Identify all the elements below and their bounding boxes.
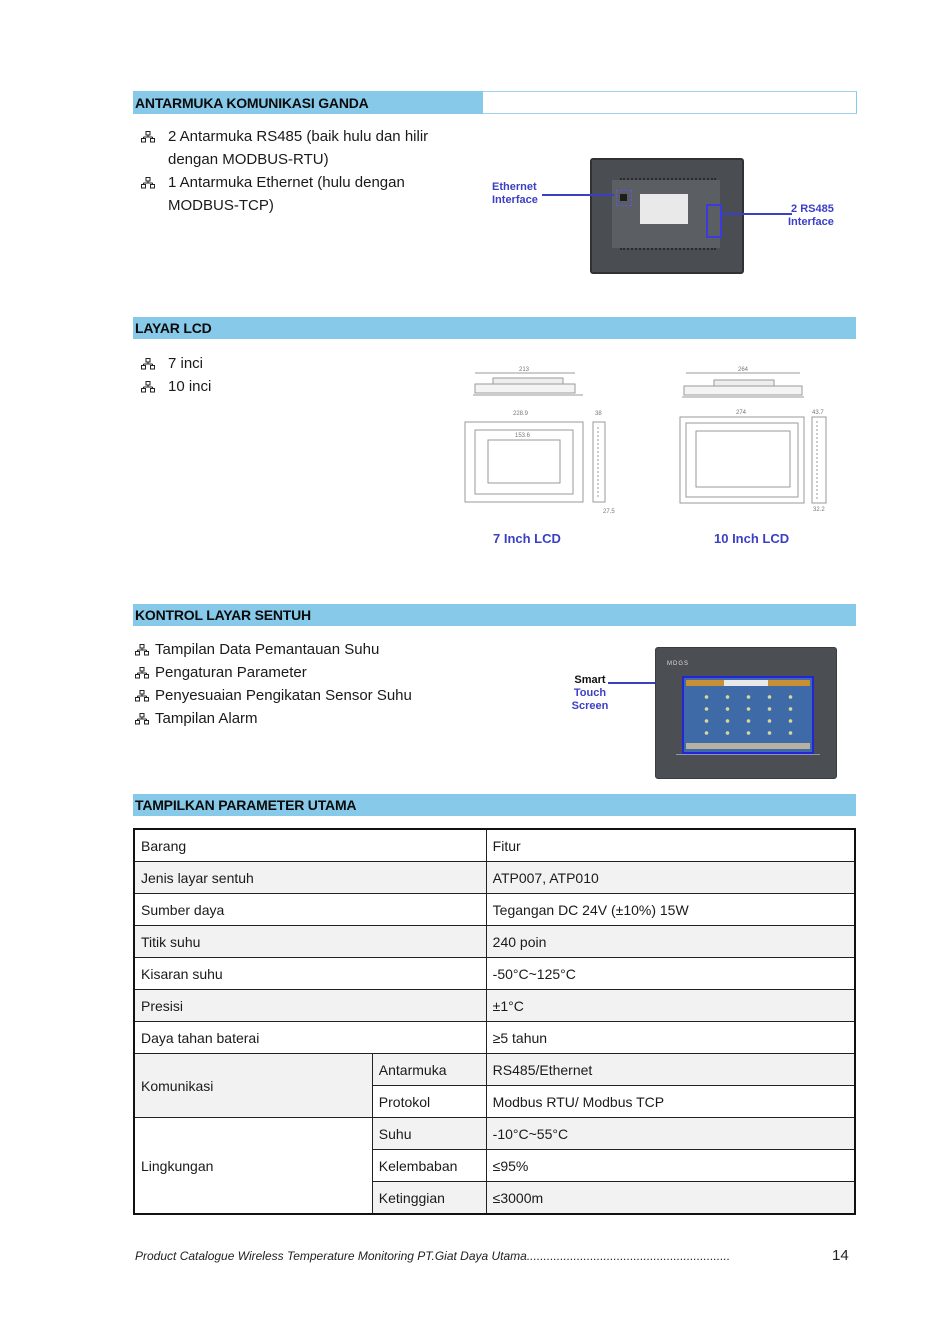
lcd-bullet-list [133, 352, 333, 398]
section-title: TAMPILKAN PARAMETER UTAMA [135, 797, 357, 813]
screen-title-box [724, 680, 768, 686]
section-title: KONTROL LAYAR SENTUH [135, 607, 311, 623]
table-header-row [134, 829, 855, 862]
dim-label: 264 [738, 367, 749, 373]
network-icon [141, 177, 155, 189]
rs485-port-highlight [706, 204, 722, 238]
header-feature: Fitur [486, 829, 855, 862]
lcd-10inch-technical-drawing [672, 365, 842, 515]
parameters-table [133, 828, 856, 1215]
lcd-7inch-caption: 7 Inch LCD [493, 531, 561, 546]
ethernet-pointer-line [542, 194, 614, 196]
dim-label: 213 [519, 367, 530, 373]
vent-bottom [620, 248, 716, 253]
touch-screen-figure [545, 645, 845, 780]
lcd-10inch-caption: 10 Inch LCD [714, 531, 790, 546]
list-item: Tampilan Alarm [133, 707, 463, 730]
device-label [640, 194, 688, 224]
vent-top [620, 178, 716, 183]
section-title: LAYAR LCD [135, 320, 212, 336]
network-icon [141, 131, 155, 143]
list-item: 7 inci [133, 352, 333, 375]
network-icon [135, 713, 149, 725]
device-back-panel-figure [490, 155, 850, 273]
network-icon [135, 690, 149, 702]
group-label-environment: Lingkungan [134, 1118, 372, 1215]
section-header-parameters [133, 794, 856, 816]
touch-bullet-list [133, 638, 463, 730]
list-item: Penyesuaian Pengikatan Sensor Suhu [133, 684, 463, 707]
footer-text: Product Catalogue Wireless Temperature Monitoring PT.Giat Daya Utama............................................................. [135, 1249, 731, 1263]
table-row: Lingkungan Suhu -10°C~55°C [134, 1118, 855, 1150]
communication-bullet-list [133, 125, 473, 217]
table-row: Kelembaban ≤95% [134, 1150, 855, 1182]
section-header-touch-control [133, 604, 856, 626]
table-row: Presisi ±1°C [134, 990, 855, 1022]
dim-label: 228.9 [513, 411, 529, 417]
rs485-interface-label: 2 RS485 Interface [788, 203, 834, 228]
list-item: 2 Antarmuka RS485 (baik hulu dan hilir dengan MODBUS-RTU) [133, 125, 473, 171]
section-header-communication [133, 91, 857, 114]
table-row: Protokol Modbus RTU/ Modbus TCP [134, 1086, 855, 1118]
dim-label: 153.6 [515, 433, 531, 439]
dim-label: 43.7 [812, 410, 824, 416]
dim-label: 27.5 [603, 509, 615, 515]
list-item: 10 inci [133, 375, 333, 398]
dim-label: 38 [595, 411, 602, 417]
device-brand: MDGS [667, 661, 689, 667]
frame-line [676, 754, 820, 755]
group-label-communication: Komunikasi [134, 1054, 372, 1118]
table-row: Daya tahan baterai ≥5 tahun [134, 1022, 855, 1054]
table-row: Titik suhu 240 poin [134, 926, 855, 958]
screen-footer-bar [686, 743, 810, 749]
dim-label: 32.2 [813, 507, 825, 513]
ethernet-port-highlight [616, 190, 632, 206]
device-back-panel [590, 158, 744, 274]
touch-screen-display [682, 676, 814, 754]
network-icon [141, 381, 155, 393]
list-item: Pengaturan Parameter [133, 661, 463, 684]
table-row: Komunikasi Antarmuka RS485/Ethernet [134, 1054, 855, 1086]
header-item: Barang [134, 829, 486, 862]
table-row: Ketinggian ≤3000m [134, 1182, 855, 1215]
network-icon [141, 358, 155, 370]
page-number: 14 [832, 1247, 849, 1264]
section-title: ANTARMUKA KOMUNIKASI GANDA [135, 95, 369, 111]
table-row: Kisaran suhu -50°C~125°C [134, 958, 855, 990]
list-item: 1 Antarmuka Ethernet (hulu dengan MODBUS-TCP) [133, 171, 473, 217]
section-header-lcd [133, 317, 856, 339]
table-row: Jenis layar sentuh ATP007, ATP010 [134, 862, 855, 894]
dim-label: 274 [736, 410, 747, 416]
ethernet-interface-label: Ethernet Interface [492, 181, 538, 206]
network-icon [135, 667, 149, 679]
network-icon [135, 644, 149, 656]
table-row: Sumber daya Tegangan DC 24V (±10%) 15W [134, 894, 855, 926]
lcd-7inch-technical-drawing [455, 365, 625, 515]
list-item: Tampilan Data Pemantauan Suhu [133, 638, 463, 661]
sensor-grid [696, 691, 800, 739]
rs485-pointer-line [722, 213, 792, 215]
smart-touch-screen-label: Smart Touch Screen [571, 674, 609, 712]
touch-device-frame [655, 647, 837, 779]
